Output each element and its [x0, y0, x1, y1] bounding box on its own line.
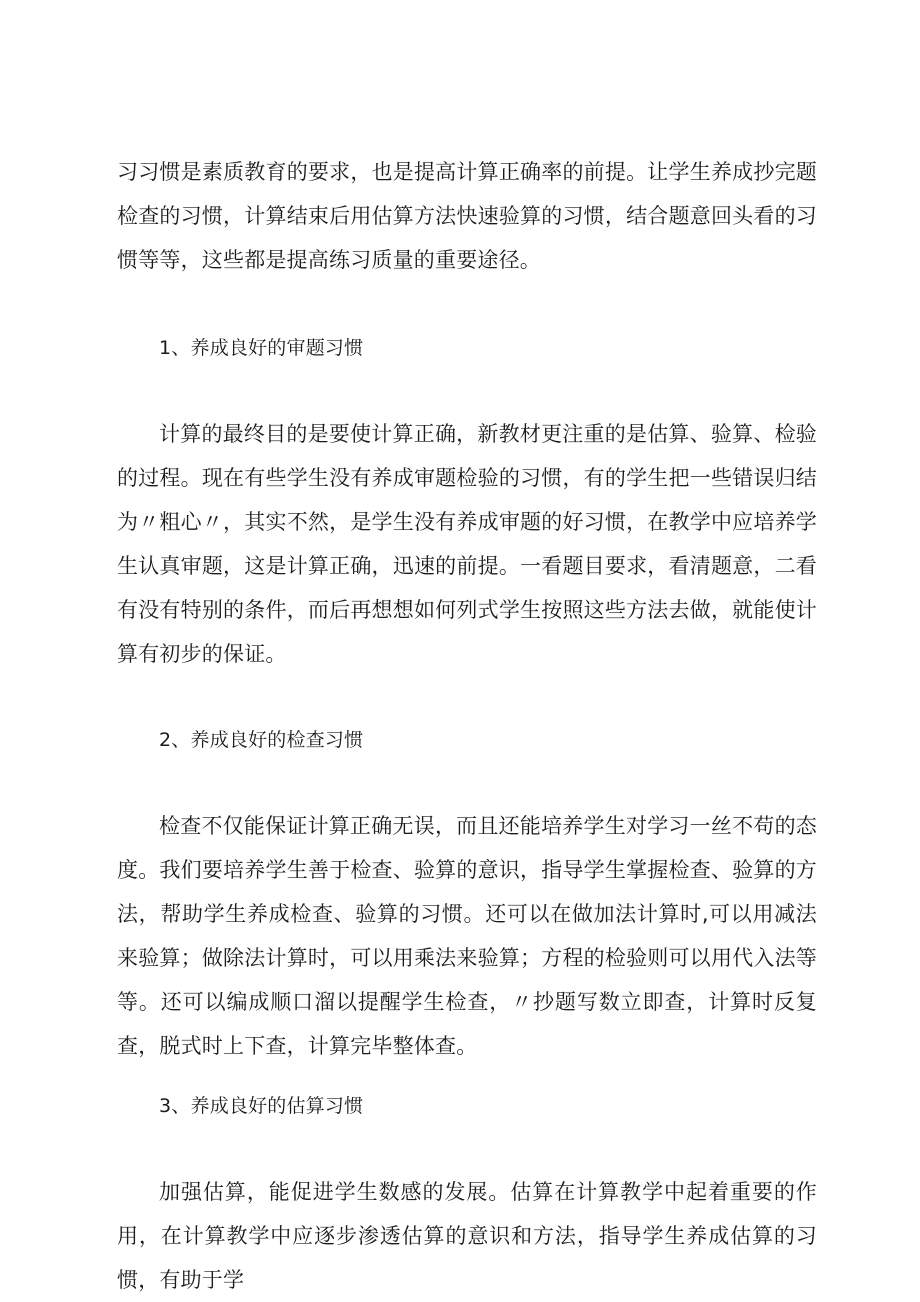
- section-1-paragraph: 计算的最终目的是要使计算正确，新教材更注重的是估算、验算、检验的过程。现在有些学生没有养成审题检验的习惯，有的学生把一些错误归结为〃粗心〃，其实不然，是学生没有养成审题的好习惯，在教学中应培养学生认真审题，这是计算正确，迅速的前提。一看题目要求，看清题意，二看有没有特别的条件，而后再想想如何列式学生按照这些方法去做，就能使计算有初步的保证。: [117, 422, 817, 666]
- document-body: [117, 150, 817, 1302]
- section-2-paragraph: 检查不仅能保证计算正确无误，而且还能培养学生对学习一丝不苟的态度。我们要培养学生善于检查、验算的意识，指导学生掌握检查、验算的方法，帮助学生养成检查、验算的习惯。还可以在做加法计算时,可以用减法来验算；做除法计算时，可以用乘法来验算；方程的检验则可以用代入法等等。还可以编成顺口溜以提醒学生检查，〃抄题写数立即查，计算时反复查，脱式时上下查，计算完毕整体查。: [117, 814, 817, 1058]
- section-3-paragraph: 加强估算，能促进学生数感的发展。估算在计算教学中起着重要的作用，在计算教学中应逐步渗透估算的意识和方法，指导学生养成估算的习惯，有助于学: [117, 1180, 817, 1292]
- section-3-heading: 3、养成良好的估算习惯: [159, 1095, 364, 1117]
- section-1-heading: 1、养成良好的审题习惯: [159, 337, 364, 359]
- section-2-heading: 2、养成良好的检查习惯: [159, 729, 364, 751]
- intro-paragraph: 习习惯是素质教育的要求，也是提高计算正确率的前提。让学生养成抄完题检查的习惯，计算结束后用估算方法快速验算的习惯，结合题意回头看的习惯等等，这些都是提高练习质量的重要途径。: [117, 160, 817, 272]
